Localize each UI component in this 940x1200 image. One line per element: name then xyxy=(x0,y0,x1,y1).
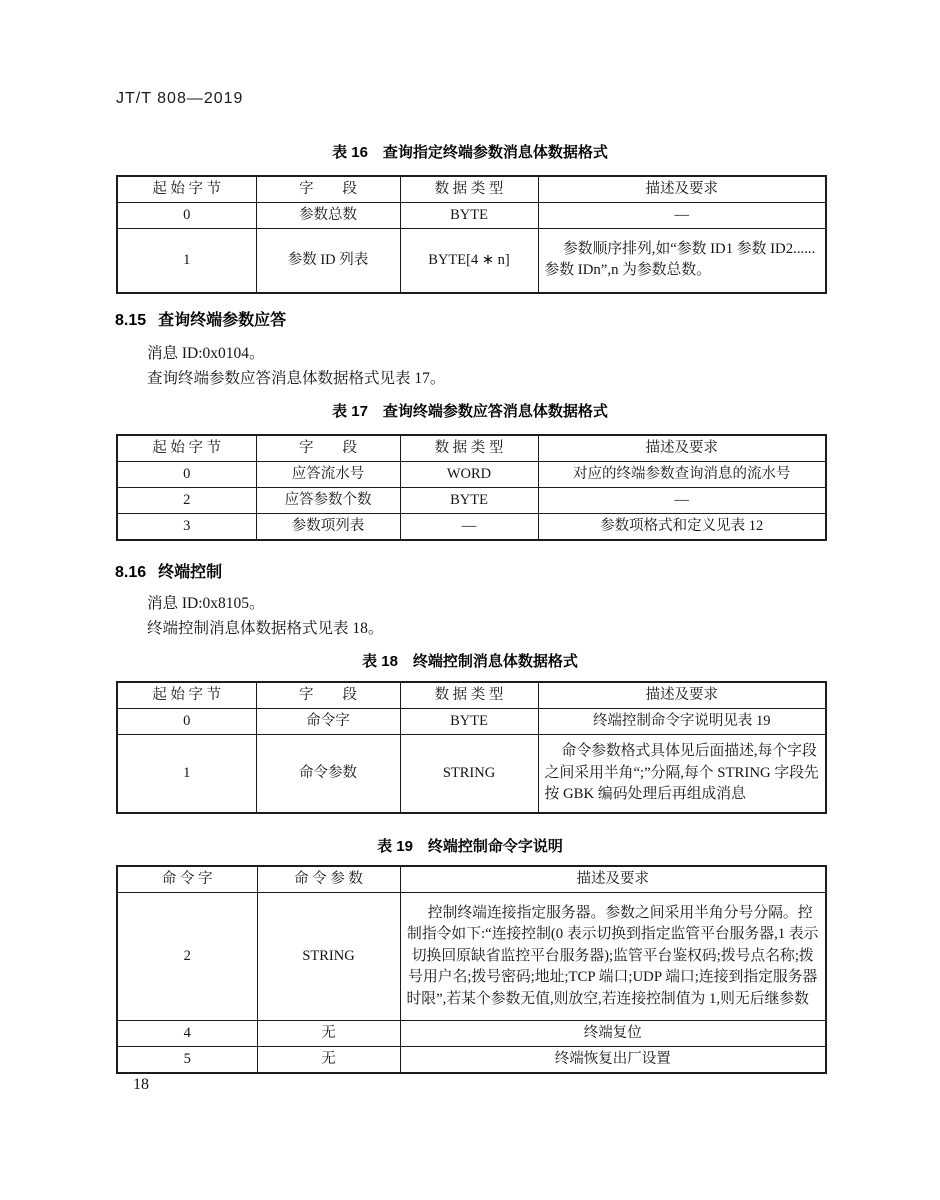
cell-description: — xyxy=(538,488,826,514)
table-row xyxy=(117,488,826,514)
col-header-data-type: 数 据 类 型 xyxy=(400,176,538,203)
col-header-start-byte: 起 始 字 节 xyxy=(117,682,256,709)
table17-caption xyxy=(0,400,940,421)
cell-description: 命令参数格式具体见后面描述,每个字段之间采用半角“;”分隔,每个 STRING 字段先按 GBK 编码处理后再组成消息 xyxy=(538,735,826,813)
table18-caption-title: 终端控制消息体数据格式 xyxy=(412,653,578,670)
cell-data-type: BYTE xyxy=(400,488,538,514)
table-row xyxy=(117,1047,826,1074)
table18-caption-label: 表 18 xyxy=(362,653,398,670)
col-header-description: 描述及要求 xyxy=(538,435,826,462)
table16-caption-title: 查询指定终端参数消息体数据格式 xyxy=(382,144,608,161)
section-8-16-heading xyxy=(115,559,222,582)
cell-start-byte: 0 xyxy=(117,462,256,488)
paragraph-message-id: 消息 ID:0x8105。 xyxy=(147,595,265,612)
cell-field: 命令字 xyxy=(256,709,400,735)
table-row xyxy=(117,462,826,488)
section-title: 终端控制 xyxy=(158,564,223,581)
cell-start-byte: 1 xyxy=(117,735,256,813)
cell-field: 参数项列表 xyxy=(256,514,400,541)
cell-field: 命令参数 xyxy=(256,735,400,813)
table16-header-row xyxy=(117,176,826,203)
col-header-description: 描述及要求 xyxy=(400,866,826,893)
table17 xyxy=(116,434,827,541)
cell-start-byte: 3 xyxy=(117,514,256,541)
cell-field: 应答流水号 xyxy=(256,462,400,488)
cell-description: — xyxy=(538,203,826,229)
paragraph-table-ref: 查询终端参数应答消息体数据格式见表 17。 xyxy=(147,370,446,387)
cell-description: 终端复位 xyxy=(400,1021,826,1047)
cell-data-type: — xyxy=(400,514,538,541)
cell-data-type: BYTE[4 ∗ n] xyxy=(400,229,538,293)
col-header-start-byte: 起 始 字 节 xyxy=(117,176,256,203)
col-header-start-byte: 起 始 字 节 xyxy=(117,435,256,462)
cell-data-type: STRING xyxy=(400,735,538,813)
cell-command-word: 2 xyxy=(117,893,257,1021)
table16-caption xyxy=(0,141,940,162)
table-row xyxy=(117,229,826,293)
cell-start-byte: 1 xyxy=(117,229,256,293)
col-header-command-word: 命 令 字 xyxy=(117,866,257,893)
cell-data-type: WORD xyxy=(400,462,538,488)
table16 xyxy=(116,175,827,294)
cell-description: 终端控制命令字说明见表 19 xyxy=(538,709,826,735)
section-title: 查询终端参数应答 xyxy=(158,312,287,329)
table-row xyxy=(117,709,826,735)
cell-description: 参数顺序排列,如“参数 ID1 参数 ID2......参数 IDn”,n 为参数总数。 xyxy=(538,229,826,293)
paragraph-table-ref: 终端控制消息体数据格式见表 18。 xyxy=(147,620,384,637)
table16-caption-label: 表 16 xyxy=(332,144,368,161)
table19-header-row xyxy=(117,866,826,893)
table19-caption-label: 表 19 xyxy=(377,838,413,855)
table-row xyxy=(117,735,826,813)
section-8-15-heading xyxy=(115,307,286,330)
cell-command-param: STRING xyxy=(257,893,400,1021)
table19-caption xyxy=(0,835,940,856)
col-header-data-type: 数 据 类 型 xyxy=(400,682,538,709)
cell-command-param: 无 xyxy=(257,1047,400,1074)
table18-header-row xyxy=(117,682,826,709)
cell-field: 应答参数个数 xyxy=(256,488,400,514)
col-header-description: 描述及要求 xyxy=(538,176,826,203)
table-row xyxy=(117,514,826,541)
cell-data-type: BYTE xyxy=(400,709,538,735)
cell-description: 控制终端连接指定服务器。参数之间采用半角分号分隔。控制指令如下:“连接控制(0 表示切换到指定监管平台服务器,1 表示切换回原缺省监控平台服务器);监管平台鉴权码;拨号点名称;拨号用户名;拨号密码;地址;TCP 端口;UDP 端口;连接到指定服务器时限”,若某个参数无值,则放空,若连接控制值为 1,则无后继参数 xyxy=(400,893,826,1021)
table17-header-row xyxy=(117,435,826,462)
cell-data-type: BYTE xyxy=(400,203,538,229)
table19-caption-title: 终端控制命令字说明 xyxy=(427,838,563,855)
col-header-field: 字 段 xyxy=(256,435,400,462)
page-number: 18 xyxy=(133,1076,149,1093)
cell-command-param: 无 xyxy=(257,1021,400,1047)
cell-start-byte: 0 xyxy=(117,203,256,229)
cell-field: 参数 ID 列表 xyxy=(256,229,400,293)
col-header-field: 字 段 xyxy=(256,682,400,709)
cell-start-byte: 2 xyxy=(117,488,256,514)
table-row xyxy=(117,1021,826,1047)
paragraph-message-id: 消息 ID:0x0104。 xyxy=(147,345,265,362)
cell-description: 参数项格式和定义见表 12 xyxy=(538,514,826,541)
col-header-command-param: 命 令 参 数 xyxy=(257,866,400,893)
cell-description: 对应的终端参数查询消息的流水号 xyxy=(538,462,826,488)
table18-caption xyxy=(0,650,940,671)
col-header-field: 字 段 xyxy=(256,176,400,203)
running-header: JT/T 808—2019 xyxy=(116,90,244,107)
cell-description: 终端恢复出厂设置 xyxy=(400,1047,826,1074)
table17-caption-label: 表 17 xyxy=(332,403,368,420)
col-header-data-type: 数 据 类 型 xyxy=(400,435,538,462)
table18 xyxy=(116,681,827,814)
table-row xyxy=(117,203,826,229)
table17-caption-title: 查询终端参数应答消息体数据格式 xyxy=(382,403,608,420)
section-number: 8.15 xyxy=(115,312,147,329)
cell-start-byte: 0 xyxy=(117,709,256,735)
cell-command-word: 4 xyxy=(117,1021,257,1047)
cell-field: 参数总数 xyxy=(256,203,400,229)
table19 xyxy=(116,865,827,1074)
section-number: 8.16 xyxy=(115,564,147,581)
cell-command-word: 5 xyxy=(117,1047,257,1074)
col-header-description: 描述及要求 xyxy=(538,682,826,709)
table-row xyxy=(117,893,826,1021)
